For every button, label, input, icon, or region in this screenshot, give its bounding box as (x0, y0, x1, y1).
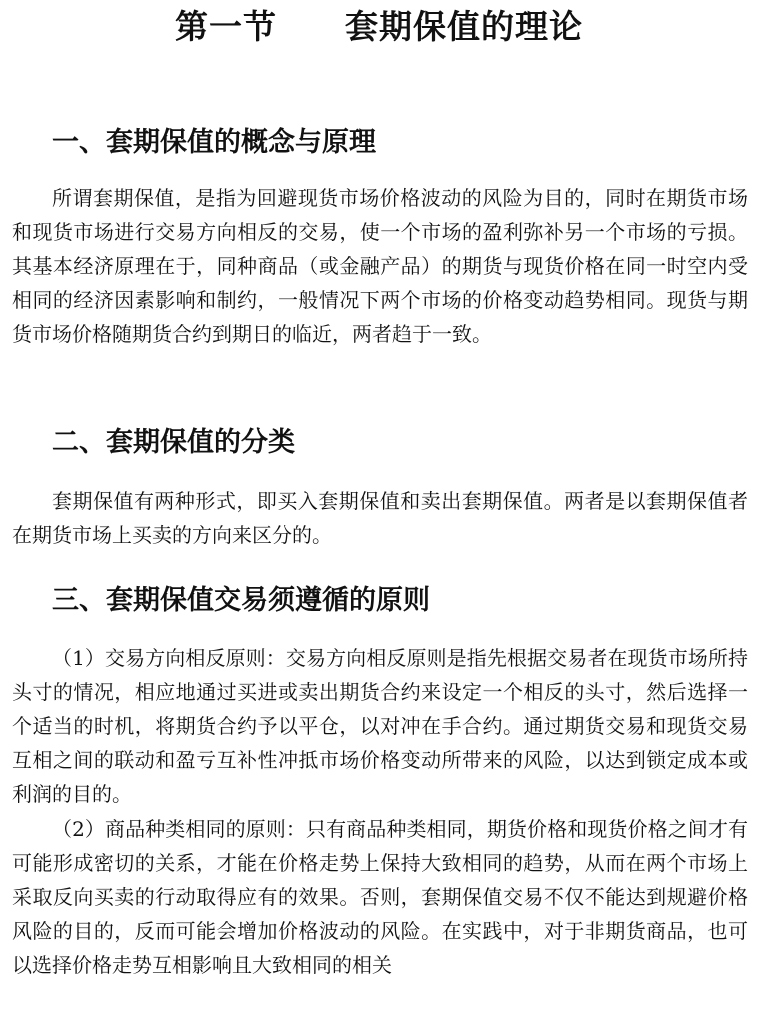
paragraph-concept-principle: 所谓套期保值，是指为回避现货市场价格波动的风险为目的，同时在期货市场和现货市场进行交易方向相反的交易，使一个市场的盈利弥补另一个市场的亏损。其基本经济原理在于，同种商品（或金融产品）的期货与现货价格在同一时空内受相同的经济因素影响和制约，一般情况下两个市场的价格变动趋势相同。现货与期货市场价格随期货合约到期日的临近，两者趋于一致。 (12, 186, 748, 346)
section-heading-concept: 一、套期保值的概念与原理 (52, 127, 376, 158)
chapter-title: 第一节 套期保值的理论 (175, 7, 583, 46)
paragraph-classification: 套期保值有两种形式，即买入套期保值和卖出套期保值。两者是以套期保值者在期货市场上买卖的方向来区分的。 (12, 489, 748, 547)
paragraph-principle-opposite-direction: （1）交易方向相反原则：交易方向相反原则是指先根据交易者在现货市场所持头寸的情况，相应地通过买进或卖出期货合约来设定一个相反的头寸，然后选择一个适当的时机，将期货合约予以平仓，以对冲在手合约。通过期货交易和现货交易互相之间的联动和盈亏互补性冲抵市场价格变动所带来的风险，以达到锁定成本或利润的目的。 (12, 646, 748, 806)
section-heading-principles: 三、套期保值交易须遵循的原则 (52, 585, 430, 616)
paragraph-principle-same-commodity: （2）商品种类相同的原则：只有商品种类相同，期货价格和现货价格之间才有可能形成密切的关系，才能在价格走势上保持大致相同的趋势，从而在两个市场上采取反向买卖的行动取得应有的效果。否则，套期保值交易不仅不能达到规避价格风险的目的，反而可能会增加价格波动的风险。在实践中，对于非期货商品，也可以选择价格走势互相影响且大致相同的相关 (12, 817, 748, 977)
section-heading-classification: 二、套期保值的分类 (52, 427, 295, 458)
